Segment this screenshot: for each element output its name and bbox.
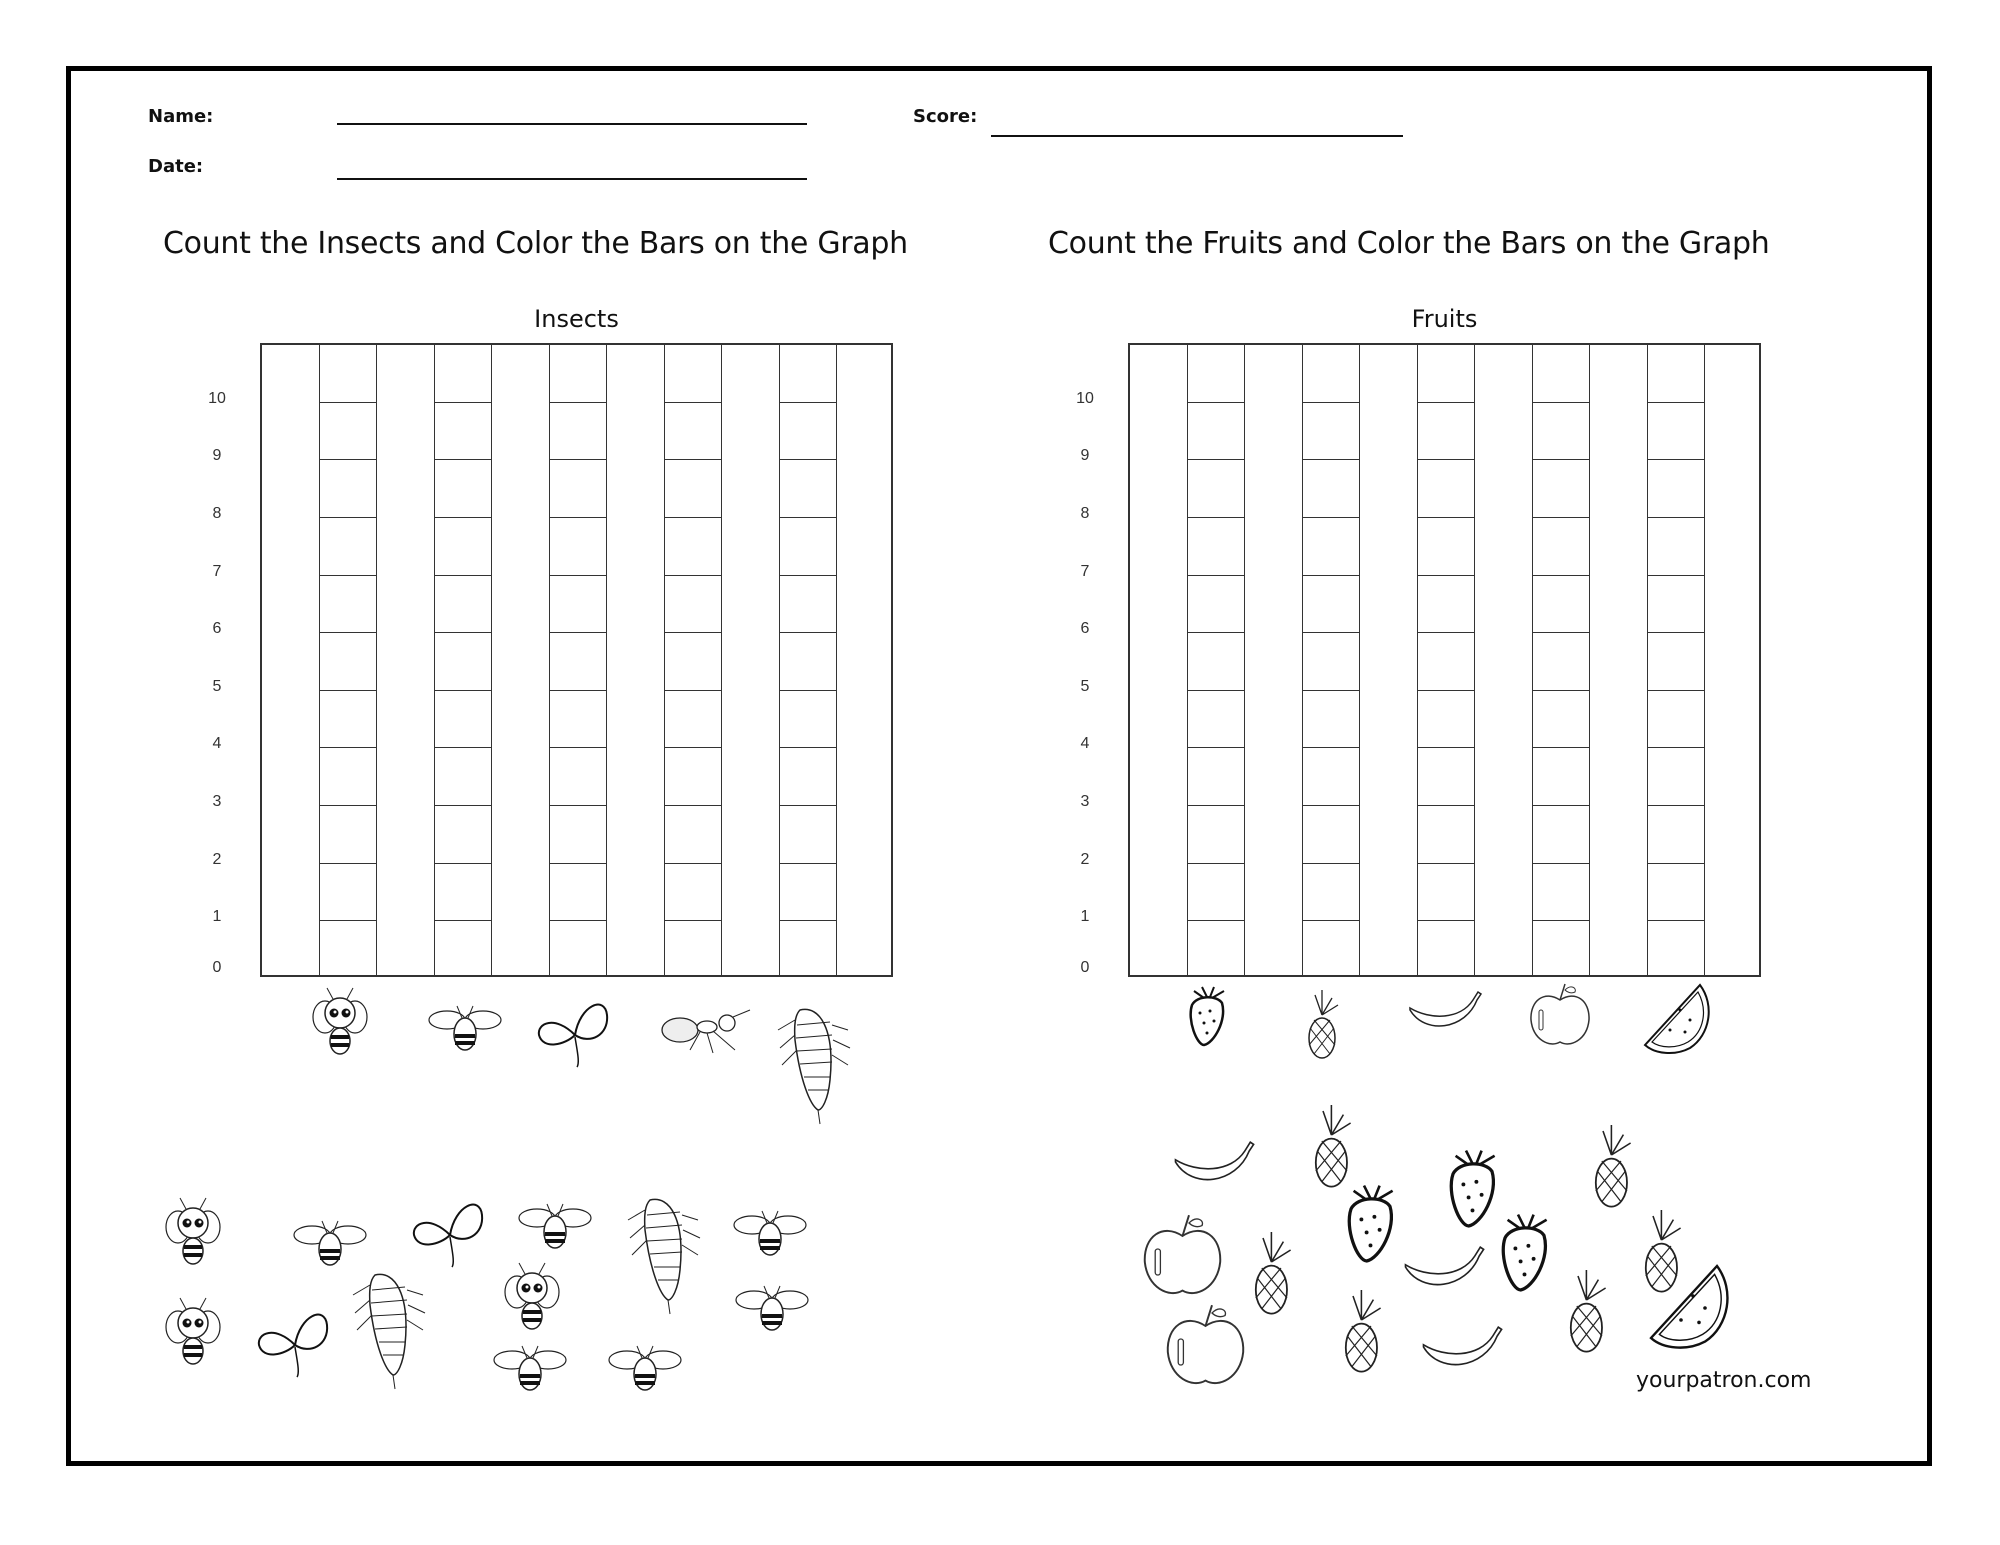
bar-cell-line [435, 575, 493, 576]
y-tick-label: 2 [1080, 850, 1090, 868]
bar-column-butterfly[interactable] [550, 345, 608, 975]
bar-cell-line [435, 863, 493, 864]
bar-column-ant[interactable] [665, 345, 723, 975]
y-tick-label: 3 [212, 793, 222, 811]
bar-cell-line [1533, 805, 1591, 806]
y-tick-label: 9 [212, 447, 222, 465]
strawberry-icon [1338, 1183, 1403, 1268]
cute-bee-icon [158, 1195, 228, 1270]
bar-cell-line [435, 920, 493, 921]
bar-cell-line [665, 575, 723, 576]
banana-icon [1418, 1325, 1506, 1380]
bar-cell-line [550, 747, 608, 748]
banana-icon [1170, 1140, 1258, 1195]
bar-cell-line [1418, 575, 1476, 576]
bar-cell-line [320, 747, 378, 748]
bar-cell-line [1648, 517, 1706, 518]
insects-instruction: Count the Insects and Color the Bars on the Graph [163, 226, 908, 261]
bar-cell-line [1418, 920, 1476, 921]
apple-icon [1160, 1300, 1251, 1391]
bar-cell-line [1418, 402, 1476, 403]
bar-cell-line [550, 920, 608, 921]
cute-bee-icon [158, 1295, 228, 1370]
pineapple-icon [1245, 1232, 1299, 1316]
bar-cell-line [1418, 459, 1476, 460]
bar-cell-line [1303, 632, 1361, 633]
bar-cell-line [435, 747, 493, 748]
bar-cell-line [780, 402, 838, 403]
bar-column-watermelon[interactable] [1648, 345, 1706, 975]
y-tick-label: 2 [212, 850, 222, 868]
y-tick-label: 0 [1080, 959, 1090, 976]
bar-cell-line [780, 690, 838, 691]
butterfly-icon [255, 1305, 335, 1380]
y-tick-label: 0 [212, 959, 222, 976]
bar-cell-line [320, 920, 378, 921]
bar-cell-line [1533, 402, 1591, 403]
watermelon-icon [1645, 1260, 1735, 1356]
bumblebee-icon [290, 1215, 370, 1270]
bar-cell-line [1303, 863, 1361, 864]
bar-cell-line [780, 517, 838, 518]
bar-column-woodlouse[interactable] [780, 345, 838, 975]
bar-cell-line [1418, 517, 1476, 518]
bar-cell-line [1303, 805, 1361, 806]
woodlouse-icon [345, 1265, 430, 1390]
cute-bee-icon [305, 985, 375, 1060]
bar-cell-line [780, 863, 838, 864]
bumblebee-icon [425, 1000, 505, 1055]
bar-cell-line [780, 920, 838, 921]
score-label: Score: [913, 106, 978, 127]
watermark: yourpatron.com [1636, 1368, 1812, 1393]
date-line[interactable] [337, 178, 807, 180]
bar-cell-line [665, 920, 723, 921]
bar-cell-line [550, 575, 608, 576]
bar-cell-line [550, 805, 608, 806]
woodlouse-icon [770, 1000, 855, 1125]
bar-cell-line [1303, 517, 1361, 518]
bar-cell-line [320, 402, 378, 403]
bar-cell-line [1533, 863, 1591, 864]
bar-cell-line [1188, 575, 1246, 576]
bar-cell-line [320, 459, 378, 460]
fruits-chart-title: Fruits [1411, 305, 1478, 333]
bar-column-cute-bee[interactable] [320, 345, 378, 975]
bar-cell-line [1303, 690, 1361, 691]
bar-cell-line [780, 747, 838, 748]
bar-cell-line [1418, 747, 1476, 748]
pineapple-icon [1560, 1270, 1614, 1354]
bar-cell-line [1648, 920, 1706, 921]
y-tick-label: 9 [1080, 447, 1090, 465]
bar-cell-line [1303, 459, 1361, 460]
y-tick-label: 4 [1080, 735, 1090, 753]
y-tick-label: 5 [212, 677, 222, 695]
bar-cell-line [1418, 632, 1476, 633]
bar-cell-line [1533, 632, 1591, 633]
pineapple-icon [1300, 990, 1345, 1060]
bar-cell-line [665, 402, 723, 403]
bar-cell-line [1648, 690, 1706, 691]
watermelon-icon [1640, 980, 1715, 1060]
bar-cell-line [1188, 517, 1246, 518]
bar-cell-line [320, 863, 378, 864]
apple-icon [1137, 1210, 1228, 1301]
bar-cell-line [1303, 402, 1361, 403]
y-tick-label: 10 [1076, 389, 1094, 407]
y-tick-label: 1 [212, 908, 222, 926]
y-tick-label: 5 [1080, 677, 1090, 695]
fruits-instruction: Count the Fruits and Color the Bars on the Graph [1048, 226, 1770, 261]
bar-cell-line [1188, 402, 1246, 403]
name-line[interactable] [337, 123, 807, 125]
bar-cell-line [1533, 459, 1591, 460]
bar-cell-line [320, 805, 378, 806]
bar-cell-line [665, 805, 723, 806]
bumblebee-icon [732, 1280, 812, 1335]
fruits-bar-grid[interactable] [1128, 343, 1761, 977]
bar-cell-line [550, 690, 608, 691]
bar-cell-line [1188, 747, 1246, 748]
ant-icon [655, 1005, 755, 1060]
pineapple-icon [1585, 1125, 1639, 1209]
bar-cell-line [1188, 920, 1246, 921]
bar-cell-line [1188, 632, 1246, 633]
y-tick-label: 7 [212, 562, 222, 580]
bar-column-banana[interactable] [1418, 345, 1476, 975]
bumblebee-icon [730, 1205, 810, 1260]
bar-cell-line [665, 747, 723, 748]
bar-cell-line [435, 517, 493, 518]
bar-cell-line [1303, 747, 1361, 748]
bumblebee-icon [605, 1340, 685, 1395]
bar-cell-line [1303, 920, 1361, 921]
bar-cell-line [1533, 747, 1591, 748]
bar-cell-line [435, 805, 493, 806]
bar-cell-line [665, 459, 723, 460]
bar-cell-line [550, 632, 608, 633]
bar-cell-line [1648, 459, 1706, 460]
bar-cell-line [435, 632, 493, 633]
y-tick-label: 1 [1080, 908, 1090, 926]
bar-cell-line [1418, 690, 1476, 691]
butterfly-icon [535, 995, 615, 1070]
bar-cell-line [1648, 402, 1706, 403]
insects-chart-title: Insects [534, 305, 619, 333]
bar-cell-line [665, 517, 723, 518]
butterfly-icon [410, 1195, 490, 1270]
bar-cell-line [1648, 747, 1706, 748]
bar-cell-line [1648, 632, 1706, 633]
bar-cell-line [780, 575, 838, 576]
pineapple-icon [1305, 1105, 1359, 1189]
bar-column-bumblebee[interactable] [435, 345, 493, 975]
bar-cell-line [320, 517, 378, 518]
score-line[interactable] [991, 135, 1403, 137]
strawberry-icon [1182, 985, 1232, 1050]
bar-cell-line [1418, 863, 1476, 864]
bar-cell-line [1533, 920, 1591, 921]
y-tick-label: 6 [212, 620, 222, 638]
bumblebee-icon [515, 1198, 595, 1253]
bar-cell-line [435, 690, 493, 691]
bar-cell-line [550, 517, 608, 518]
bar-cell-line [550, 863, 608, 864]
strawberry-icon [1492, 1212, 1557, 1297]
bar-cell-line [550, 402, 608, 403]
insects-bar-grid[interactable] [260, 343, 893, 977]
bar-column-strawberry[interactable] [1188, 345, 1246, 975]
pineapple-icon [1335, 1290, 1389, 1374]
y-tick-label: 10 [208, 389, 226, 407]
cute-bee-icon [497, 1260, 567, 1335]
apple-icon [1525, 980, 1595, 1050]
bar-cell-line [665, 863, 723, 864]
bar-cell-line [665, 690, 723, 691]
y-tick-label: 6 [1080, 620, 1090, 638]
name-label: Name: [148, 106, 214, 127]
bar-cell-line [320, 690, 378, 691]
bar-cell-line [665, 632, 723, 633]
bar-cell-line [1533, 517, 1591, 518]
woodlouse-icon [620, 1190, 705, 1315]
bar-cell-line [435, 402, 493, 403]
bar-cell-line [1188, 690, 1246, 691]
date-label: Date: [148, 156, 204, 177]
bar-cell-line [550, 459, 608, 460]
bar-cell-line [780, 632, 838, 633]
bar-column-pineapple[interactable] [1303, 345, 1361, 975]
bumblebee-icon [490, 1340, 570, 1395]
bar-cell-line [1648, 863, 1706, 864]
bar-column-apple[interactable] [1533, 345, 1591, 975]
bar-cell-line [1648, 805, 1706, 806]
y-tick-label: 8 [212, 504, 222, 522]
bar-cell-line [435, 459, 493, 460]
y-tick-label: 4 [212, 735, 222, 753]
bar-cell-line [1648, 575, 1706, 576]
bar-cell-line [1533, 690, 1591, 691]
bar-cell-line [1303, 575, 1361, 576]
bar-cell-line [1188, 863, 1246, 864]
bar-cell-line [1418, 805, 1476, 806]
bar-cell-line [780, 805, 838, 806]
bar-cell-line [320, 575, 378, 576]
bar-cell-line [320, 632, 378, 633]
bar-cell-line [780, 459, 838, 460]
banana-icon [1405, 990, 1485, 1040]
y-tick-label: 7 [1080, 562, 1090, 580]
banana-icon [1400, 1245, 1488, 1300]
bar-cell-line [1533, 575, 1591, 576]
bar-cell-line [1188, 805, 1246, 806]
y-tick-label: 3 [1080, 793, 1090, 811]
bar-cell-line [1188, 459, 1246, 460]
y-tick-label: 8 [1080, 504, 1090, 522]
